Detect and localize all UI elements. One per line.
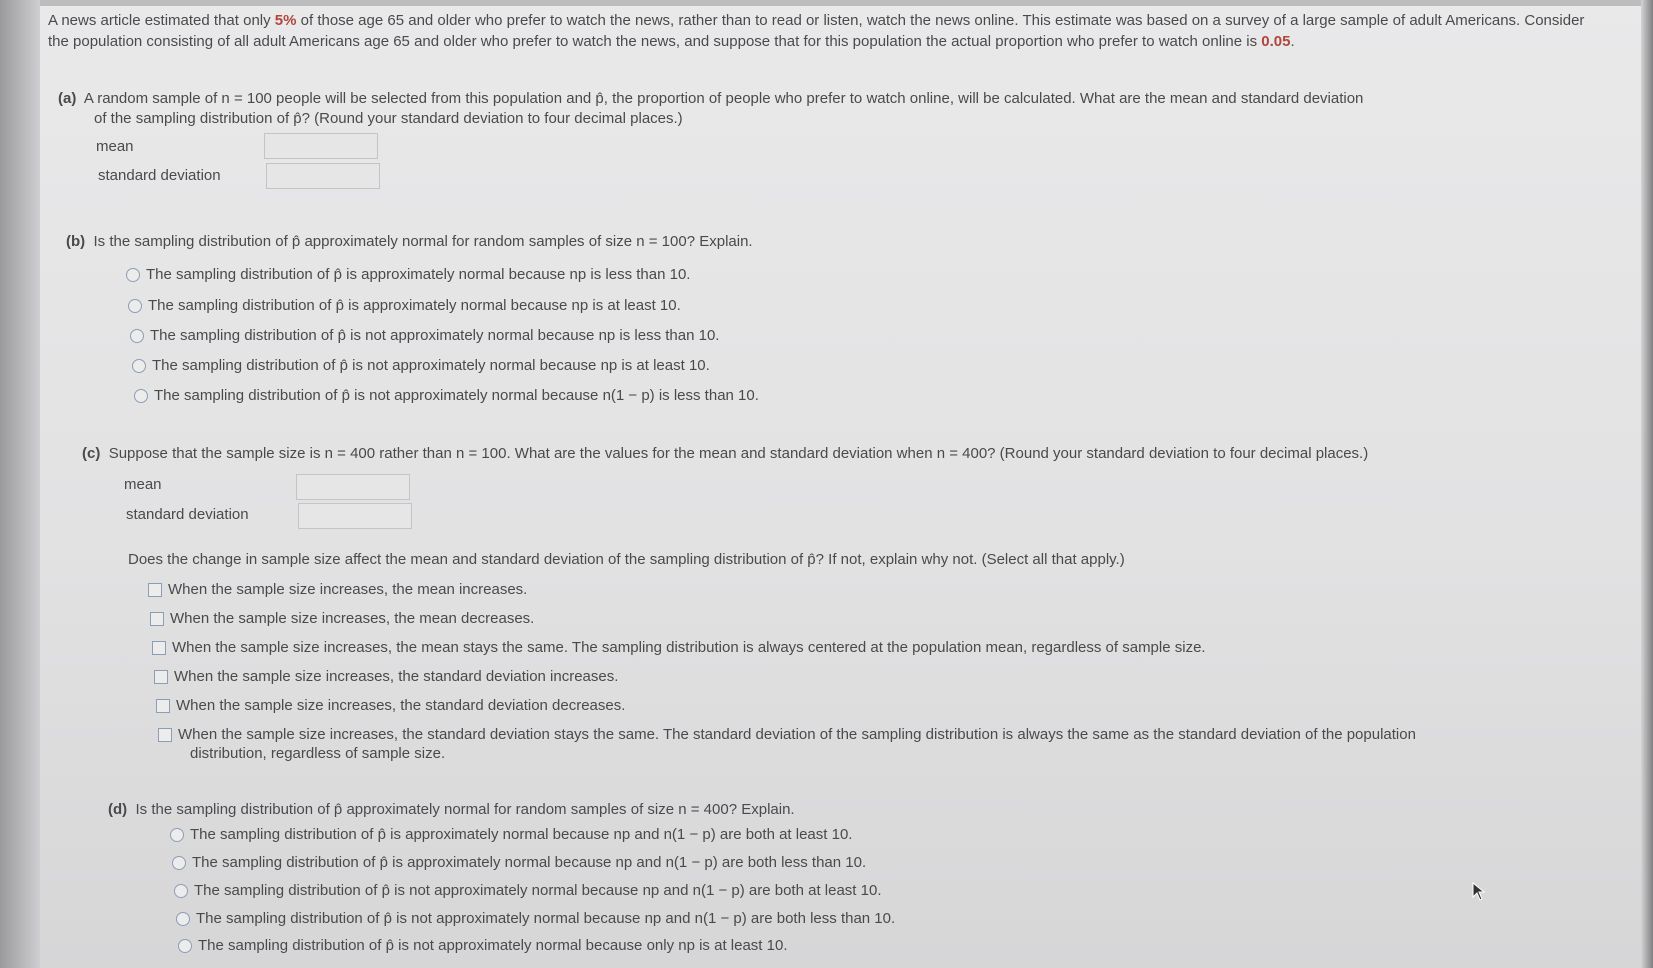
part-d-option[interactable]: The sampling distribution of p̂ is not approximately normal because only np is at least 10. bbox=[178, 936, 787, 956]
checkbox[interactable] bbox=[152, 641, 166, 655]
part-b-option[interactable]: The sampling distribution of p̂ is approximately normal because np is less than 10. bbox=[126, 265, 690, 285]
checkbox[interactable] bbox=[148, 583, 162, 597]
part-b-option[interactable]: The sampling distribution of p̂ is not approximately normal because np is less than 10. bbox=[130, 326, 719, 346]
part-b-option[interactable]: The sampling distribution of p̂ is not approximately normal because np is at least 10. bbox=[132, 356, 710, 376]
radio-button[interactable] bbox=[128, 299, 142, 313]
part-d-question: (d) Is the sampling distribution of p̂ approximately normal for random samples of size n = 400? Explain. bbox=[108, 801, 795, 818]
part-b-question: (b) Is the sampling distribution of p̂ approximately normal for random samples of size n = 100? Explain. bbox=[66, 233, 753, 250]
part-c-checkbox-option[interactable]: When the sample size increases, the standard deviation stays the same. The standard deviation of the sampling distribution is always the same as the standard deviation of the population bbox=[158, 725, 1416, 745]
part-c-mean-input[interactable] bbox=[296, 474, 410, 500]
part-d-option[interactable]: The sampling distribution of p̂ is not approximately normal because np and n(1 − p) are both at least 10. bbox=[174, 881, 881, 901]
part-d-option[interactable]: The sampling distribution of p̂ is approximately normal because np and n(1 − p) are both less than 10. bbox=[172, 853, 866, 873]
part-c-sd-input[interactable] bbox=[298, 503, 412, 529]
part-c-checkbox-option[interactable]: When the sample size increases, the mean decreases. bbox=[150, 609, 534, 629]
monitor-bezel-left bbox=[0, 0, 40, 968]
part-c-checkbox-option[interactable]: When the sample size increases, the standard deviation increases. bbox=[154, 667, 618, 687]
radio-button[interactable] bbox=[126, 268, 140, 282]
part-a-question: (a) A random sample of n = 100 people will be selected from this population and p̂, the proportion of people who prefer to watch online, will be calculated. What are the mean and standard deviation bbox=[58, 90, 1364, 107]
radio-button[interactable] bbox=[172, 856, 186, 870]
part-c-mean-label: mean bbox=[124, 476, 162, 493]
part-d-option[interactable]: The sampling distribution of p̂ is approximately normal because np and n(1 − p) are both at least 10. bbox=[170, 825, 852, 845]
radio-button[interactable] bbox=[178, 939, 192, 953]
part-b-option[interactable]: The sampling distribution of p̂ is approximately normal because np is at least 10. bbox=[128, 296, 681, 316]
part-a-mean-input[interactable] bbox=[264, 133, 378, 159]
checkbox[interactable] bbox=[154, 670, 168, 684]
part-c-checkbox-option-continued: distribution, regardless of sample size. bbox=[190, 745, 446, 762]
radio-button[interactable] bbox=[176, 912, 190, 926]
part-c-question: (c) Suppose that the sample size is n = 400 rather than n = 100. What are the values for the mean and standard deviation when n = 400? (Round your standard deviation to four decimal places.) bbox=[82, 445, 1369, 462]
monitor-bezel-right bbox=[1641, 0, 1653, 968]
part-a-sd-input[interactable] bbox=[266, 163, 380, 189]
radio-button[interactable] bbox=[130, 329, 144, 343]
part-d-option[interactable]: The sampling distribution of p̂ is not approximately normal because np and n(1 − p) are both less than 10. bbox=[176, 909, 895, 929]
part-c-sd-label: standard deviation bbox=[126, 506, 249, 523]
checkbox[interactable] bbox=[156, 699, 170, 713]
checkbox[interactable] bbox=[158, 728, 172, 742]
part-c-checkbox-option[interactable]: When the sample size increases, the standard deviation decreases. bbox=[156, 696, 625, 716]
radio-button[interactable] bbox=[170, 828, 184, 842]
radio-button[interactable] bbox=[132, 359, 146, 373]
mouse-cursor-icon bbox=[1472, 882, 1486, 902]
part-c-checkbox-option[interactable]: When the sample size increases, the mean stays the same. The sampling distribution is always centered at the population mean, regardless of sample size. bbox=[152, 638, 1206, 658]
radio-button[interactable] bbox=[134, 389, 148, 403]
part-a-question-line2: of the sampling distribution of p̂? (Round your standard deviation to four decimal places.) bbox=[94, 110, 683, 127]
radio-button[interactable] bbox=[174, 884, 188, 898]
checkbox[interactable] bbox=[150, 612, 164, 626]
part-a-mean-label: mean bbox=[96, 138, 134, 155]
part-a-sd-label: standard deviation bbox=[98, 167, 221, 184]
part-c-checkbox-option[interactable]: When the sample size increases, the mean increases. bbox=[148, 580, 527, 600]
part-b-option[interactable]: The sampling distribution of p̂ is not approximately normal because n(1 − p) is less than 10. bbox=[134, 386, 759, 406]
intro-paragraph: A news article estimated that only 5% of those age 65 and older who prefer to watch the news, rather than to read or listen, watch the news online. This estimate was based on a survey of a large sample of adult Americans. Consider the population consisting of all adult Americans age 65 and older who prefer to watch the news, and suppose that for this population the actual proportion who prefer to watch online is 0.05. bbox=[48, 12, 1585, 50]
part-c-followup-question: Does the change in sample size affect the mean and standard deviation of the sampling distribution of p̂? If not, explain why not. (Select all that apply.) bbox=[128, 551, 1125, 568]
problem-page bbox=[42, 6, 1641, 968]
